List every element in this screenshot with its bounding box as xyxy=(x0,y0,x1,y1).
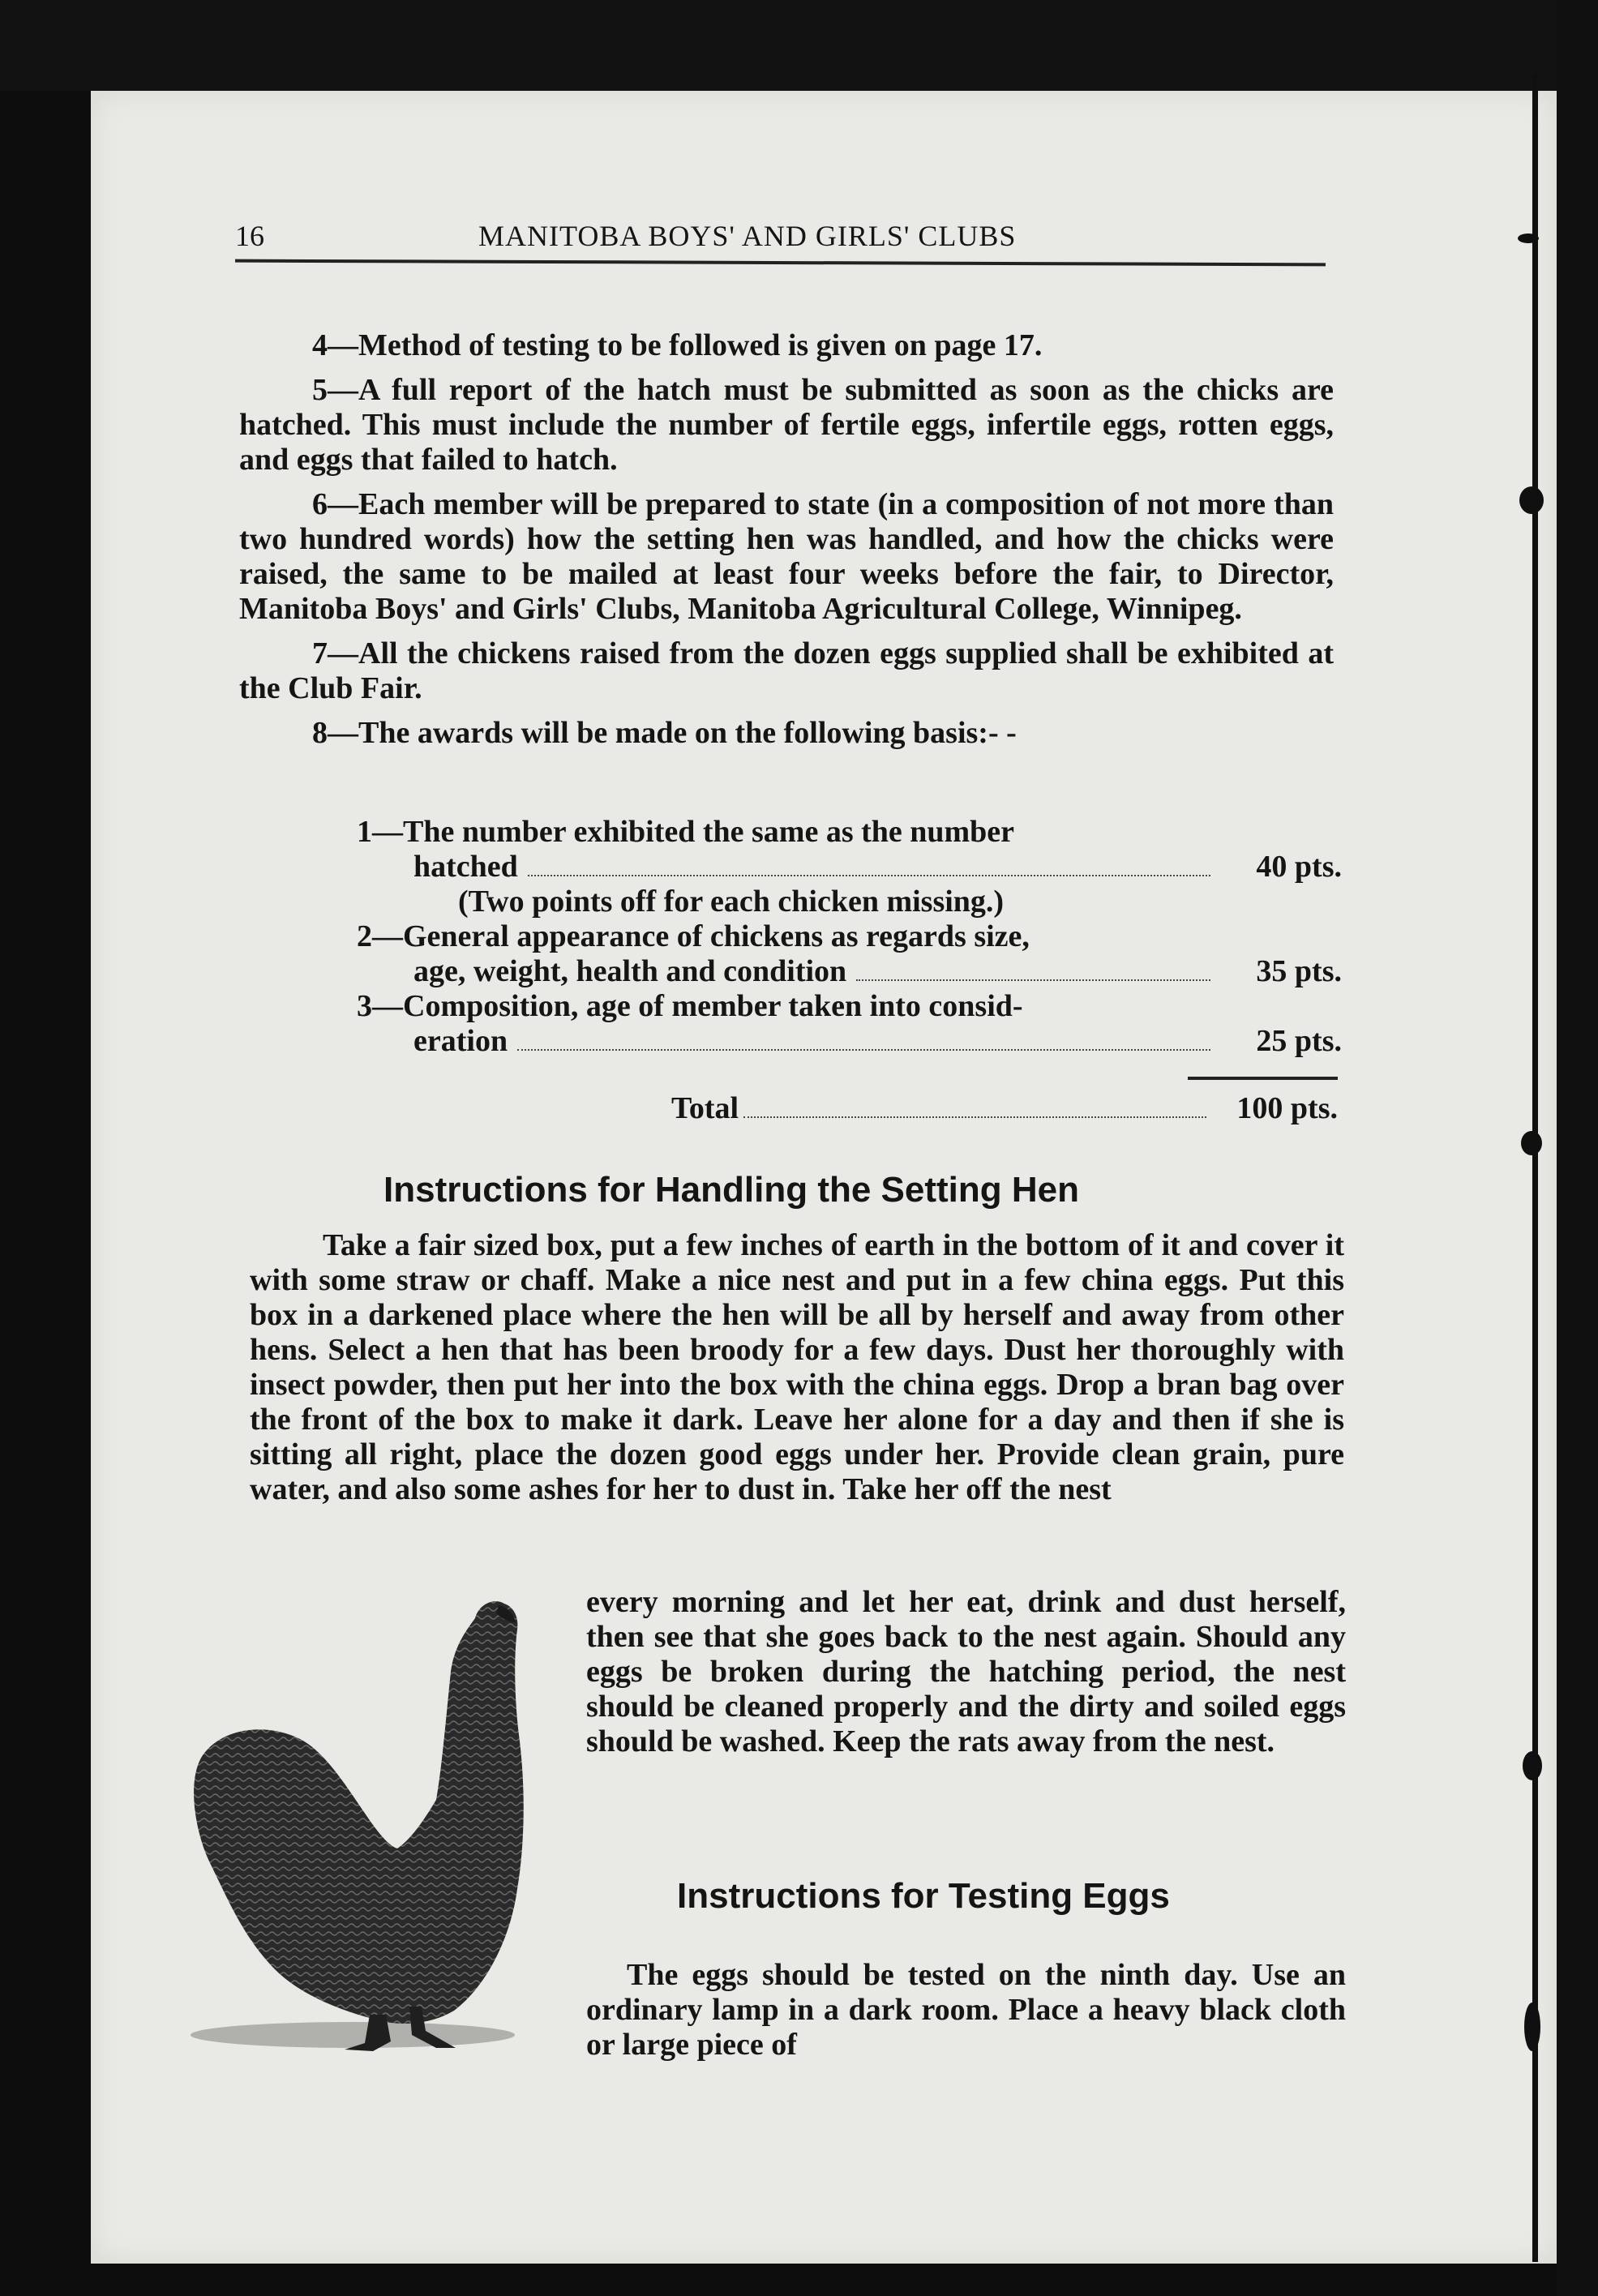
testing-paragraph xyxy=(586,1958,1346,2063)
rule-6: 6—Each member will be prepared to state (in a composition of not more than two hundred words) how the setting hen was handled, and how the chicks were raised, the same to be mailed at least four weeks before the fair, to Director, Manitoba Boys' and Girls' Clubs, Manitoba Agricultural College, Winnipeg. xyxy=(239,487,1334,626)
heading-testing-eggs: Instructions for Testing Eggs xyxy=(677,1876,1170,1916)
award-1-label: hatched xyxy=(413,850,518,884)
award-2-points: 35 pts. xyxy=(1256,954,1342,988)
rule-7: 7—All the chickens raised from the dozen eggs supplied shall be exhibited at the Club Fair. xyxy=(239,636,1334,705)
page-edge-rule xyxy=(1532,73,1538,2262)
rule-8: 8—The awards will be made on the following basis:- - xyxy=(312,716,1017,750)
scan-top-border xyxy=(0,0,1598,91)
scan-mark xyxy=(1524,2003,1540,2051)
total-row xyxy=(671,1090,1338,1126)
hen-illustration-icon xyxy=(178,1597,559,2059)
rule-5: 5—A full report of the hatch must be submitted as soon as the chicks are hatched. This must include the number of fertile eggs, infertile eggs, rotten eggs, and eggs that failed to hatch. xyxy=(239,373,1334,477)
running-title: MANITOBA BOYS' AND GIRLS' CLUBS xyxy=(478,220,1017,252)
award-1-row xyxy=(239,850,1342,885)
total-points: 100 pts. xyxy=(1236,1091,1338,1125)
handling-text-continued: every morning and let her eat, drink and dust herself, then see that she goes back to the nest again. Should any eggs be broken during the hatching period, the nest should be cleaned properly and the dirty and soiled eggs should be washed. Keep the rats away from the nest. xyxy=(586,1585,1346,1758)
award-3-row xyxy=(239,1024,1342,1059)
award-1-points: 40 pts. xyxy=(1256,850,1342,884)
awards-list xyxy=(239,815,1342,1059)
award-3-label: eration xyxy=(413,1024,508,1058)
total-rule xyxy=(1188,1077,1338,1080)
testing-text: The eggs should be tested on the ninth day. Use an ordinary lamp in a dark room. Place a heavy black cloth or large piece of xyxy=(586,1958,1346,2062)
award-3-points: 25 pts. xyxy=(1256,1024,1342,1058)
page-header xyxy=(235,219,1330,259)
scan-mark xyxy=(1523,1751,1542,1780)
total-label: Total xyxy=(671,1091,739,1125)
heading-handling-hen: Instructions for Handling the Setting Hen xyxy=(383,1170,1079,1210)
award-3-desc: 3—Composition, age of member taken into consid- xyxy=(357,989,1023,1023)
scan-mark xyxy=(1519,486,1544,514)
scan-right-border xyxy=(1557,0,1598,2296)
leader-dots xyxy=(856,979,1210,981)
page-number: 16 xyxy=(235,220,264,252)
leader-dots xyxy=(743,1116,1206,1118)
leader-dots xyxy=(528,874,1210,876)
award-2-row xyxy=(239,954,1342,989)
handling-paragraph-continued xyxy=(586,1585,1346,1759)
rules-list xyxy=(239,328,1334,751)
award-2-label: age, weight, health and condition xyxy=(413,954,847,988)
rule-4: 4—Method of testing to be followed is given on page 17. xyxy=(312,328,1043,362)
scan-mark xyxy=(1521,1131,1542,1155)
handling-text: Take a fair sized box, put a few inches of earth in the bottom of it and cover it with some straw or chaff. Make a nice nest and put in a few china eggs. Put this box in a darkened place where the hen will be all by herself and away from other hens. Select a hen that has been broody for a few days. Dust her thoroughly with insect powder, then put her into the box with the china eggs. Drop a bran bag over the front of the box to make it dark. Leave her alone for a day and then if she is sitting all right, place the dozen good eggs under her. Provide clean grain, pure water, and also some ashes for her to dust in. Take her off the nest xyxy=(250,1228,1344,1506)
award-1-desc: 1—The number exhibited the same as the number xyxy=(357,815,1015,849)
handling-paragraph xyxy=(250,1228,1344,1507)
scan-mark xyxy=(1518,233,1539,243)
award-1-note: (Two points off for each chicken missing.) xyxy=(458,885,1005,919)
award-2-desc: 2—General appearance of chickens as regards size, xyxy=(357,919,1030,953)
leader-dots xyxy=(517,1048,1210,1051)
